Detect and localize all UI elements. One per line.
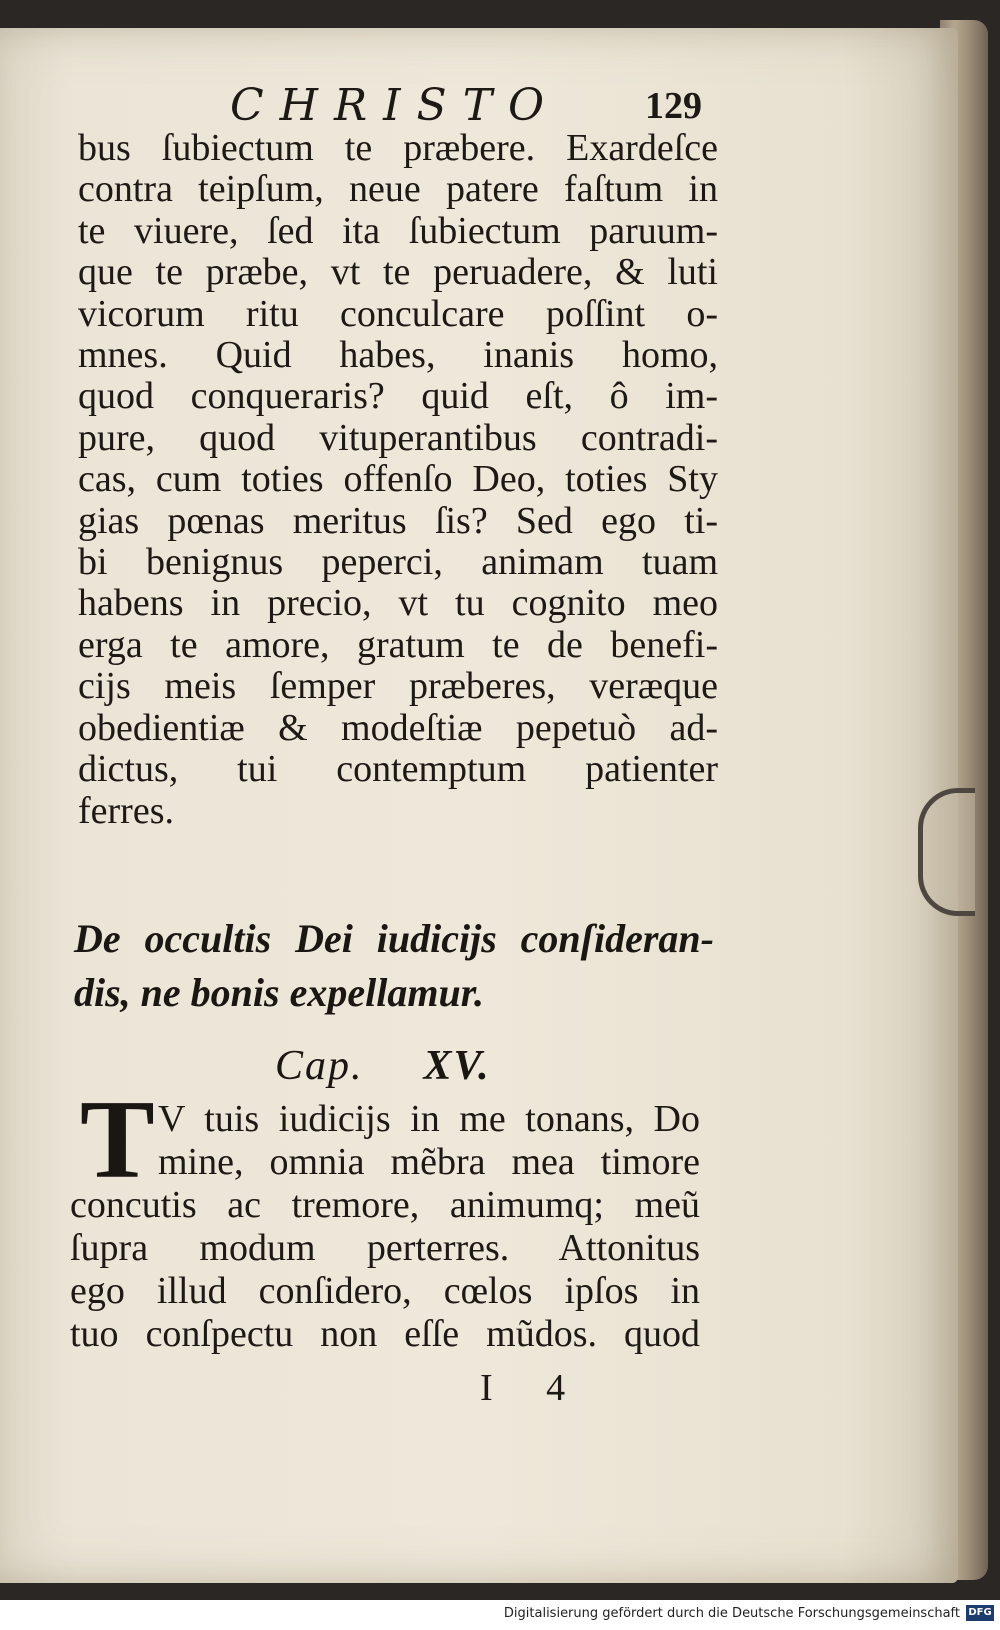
text-line: contra teipſum, neue patere faſtum in <box>78 168 718 211</box>
text-line: cas, cum toties offenſo Deo, toties Sty <box>78 458 718 501</box>
text-line: concutis ac tremore, animumq; meũ <box>70 1184 700 1226</box>
text-line: obedientiæ & modeſtiæ pepetuò ad- <box>78 706 718 749</box>
text-line: bus ſubiectum te præbere. Exardeſce <box>78 127 718 169</box>
dfg-logo: DFG <box>966 1605 994 1621</box>
signature-mark: I 4 <box>480 1367 588 1409</box>
text-line: ferres. <box>78 789 174 832</box>
drop-cap-initial: T <box>80 1078 155 1202</box>
text-line: dictus, tui contemptum patienter <box>78 748 718 791</box>
page-number: 129 <box>645 85 702 127</box>
text-line: mine, omnia mẽbra mea timore <box>158 1141 700 1183</box>
heading-line: De occultis Dei iudicijs conſideran- <box>74 916 714 961</box>
text-line: quod conqueraris? quid eſt, ô im- <box>78 375 718 418</box>
running-head-title: CHRISTO <box>230 80 561 131</box>
text-line: vicorum ritu conculcare poſſint o- <box>78 292 718 335</box>
text-line: gias pœnas meritus ſis? Sed ego ti- <box>78 499 718 542</box>
text-line: V tuis iudicijs in me tonans, Do <box>158 1098 700 1140</box>
text-line: que te præbe, vt te peruadere, & luti <box>78 251 718 294</box>
text-line: te viuere, ſed ita ſubiectum paruum- <box>78 209 718 252</box>
main-paragraph <box>78 128 718 832</box>
text-line: ſupra modum perterres. Attonitus <box>70 1227 700 1269</box>
chapter-number <box>275 1042 491 1090</box>
text-line: bi benignus peperci, animam tuam <box>78 541 718 584</box>
chapter-numeral: XV. <box>423 1043 491 1089</box>
text-line: ego illud conſidero, cœlos ipſos in <box>70 1270 700 1312</box>
text-line: tuo conſpectu non eſſe mũdos. quod <box>70 1313 700 1355</box>
text-line: habens in precio, vt tu cognito meo <box>78 582 718 625</box>
chapter-paragraph <box>70 1098 700 1356</box>
funding-credit: Digitalisierung gefördert durch die Deutsche Forschungsgemeinschaft <box>503 1606 960 1621</box>
text-line: cijs meis ſemper præberes, veræque <box>78 665 718 708</box>
chapter-heading <box>74 912 714 1020</box>
text-line: pure, quod vituperantibus contradi- <box>78 416 718 459</box>
footer-bar <box>0 1600 1000 1630</box>
heading-line: dis, ne bonis expellamur. <box>74 970 485 1015</box>
text-line: mnes. Quid habes, inanis homo, <box>78 334 718 377</box>
text-line: erga te amore, gratum te de benefi- <box>78 623 718 666</box>
chapter-label: Cap. <box>275 1043 364 1089</box>
page-clasp <box>918 788 975 916</box>
running-head <box>220 80 740 130</box>
